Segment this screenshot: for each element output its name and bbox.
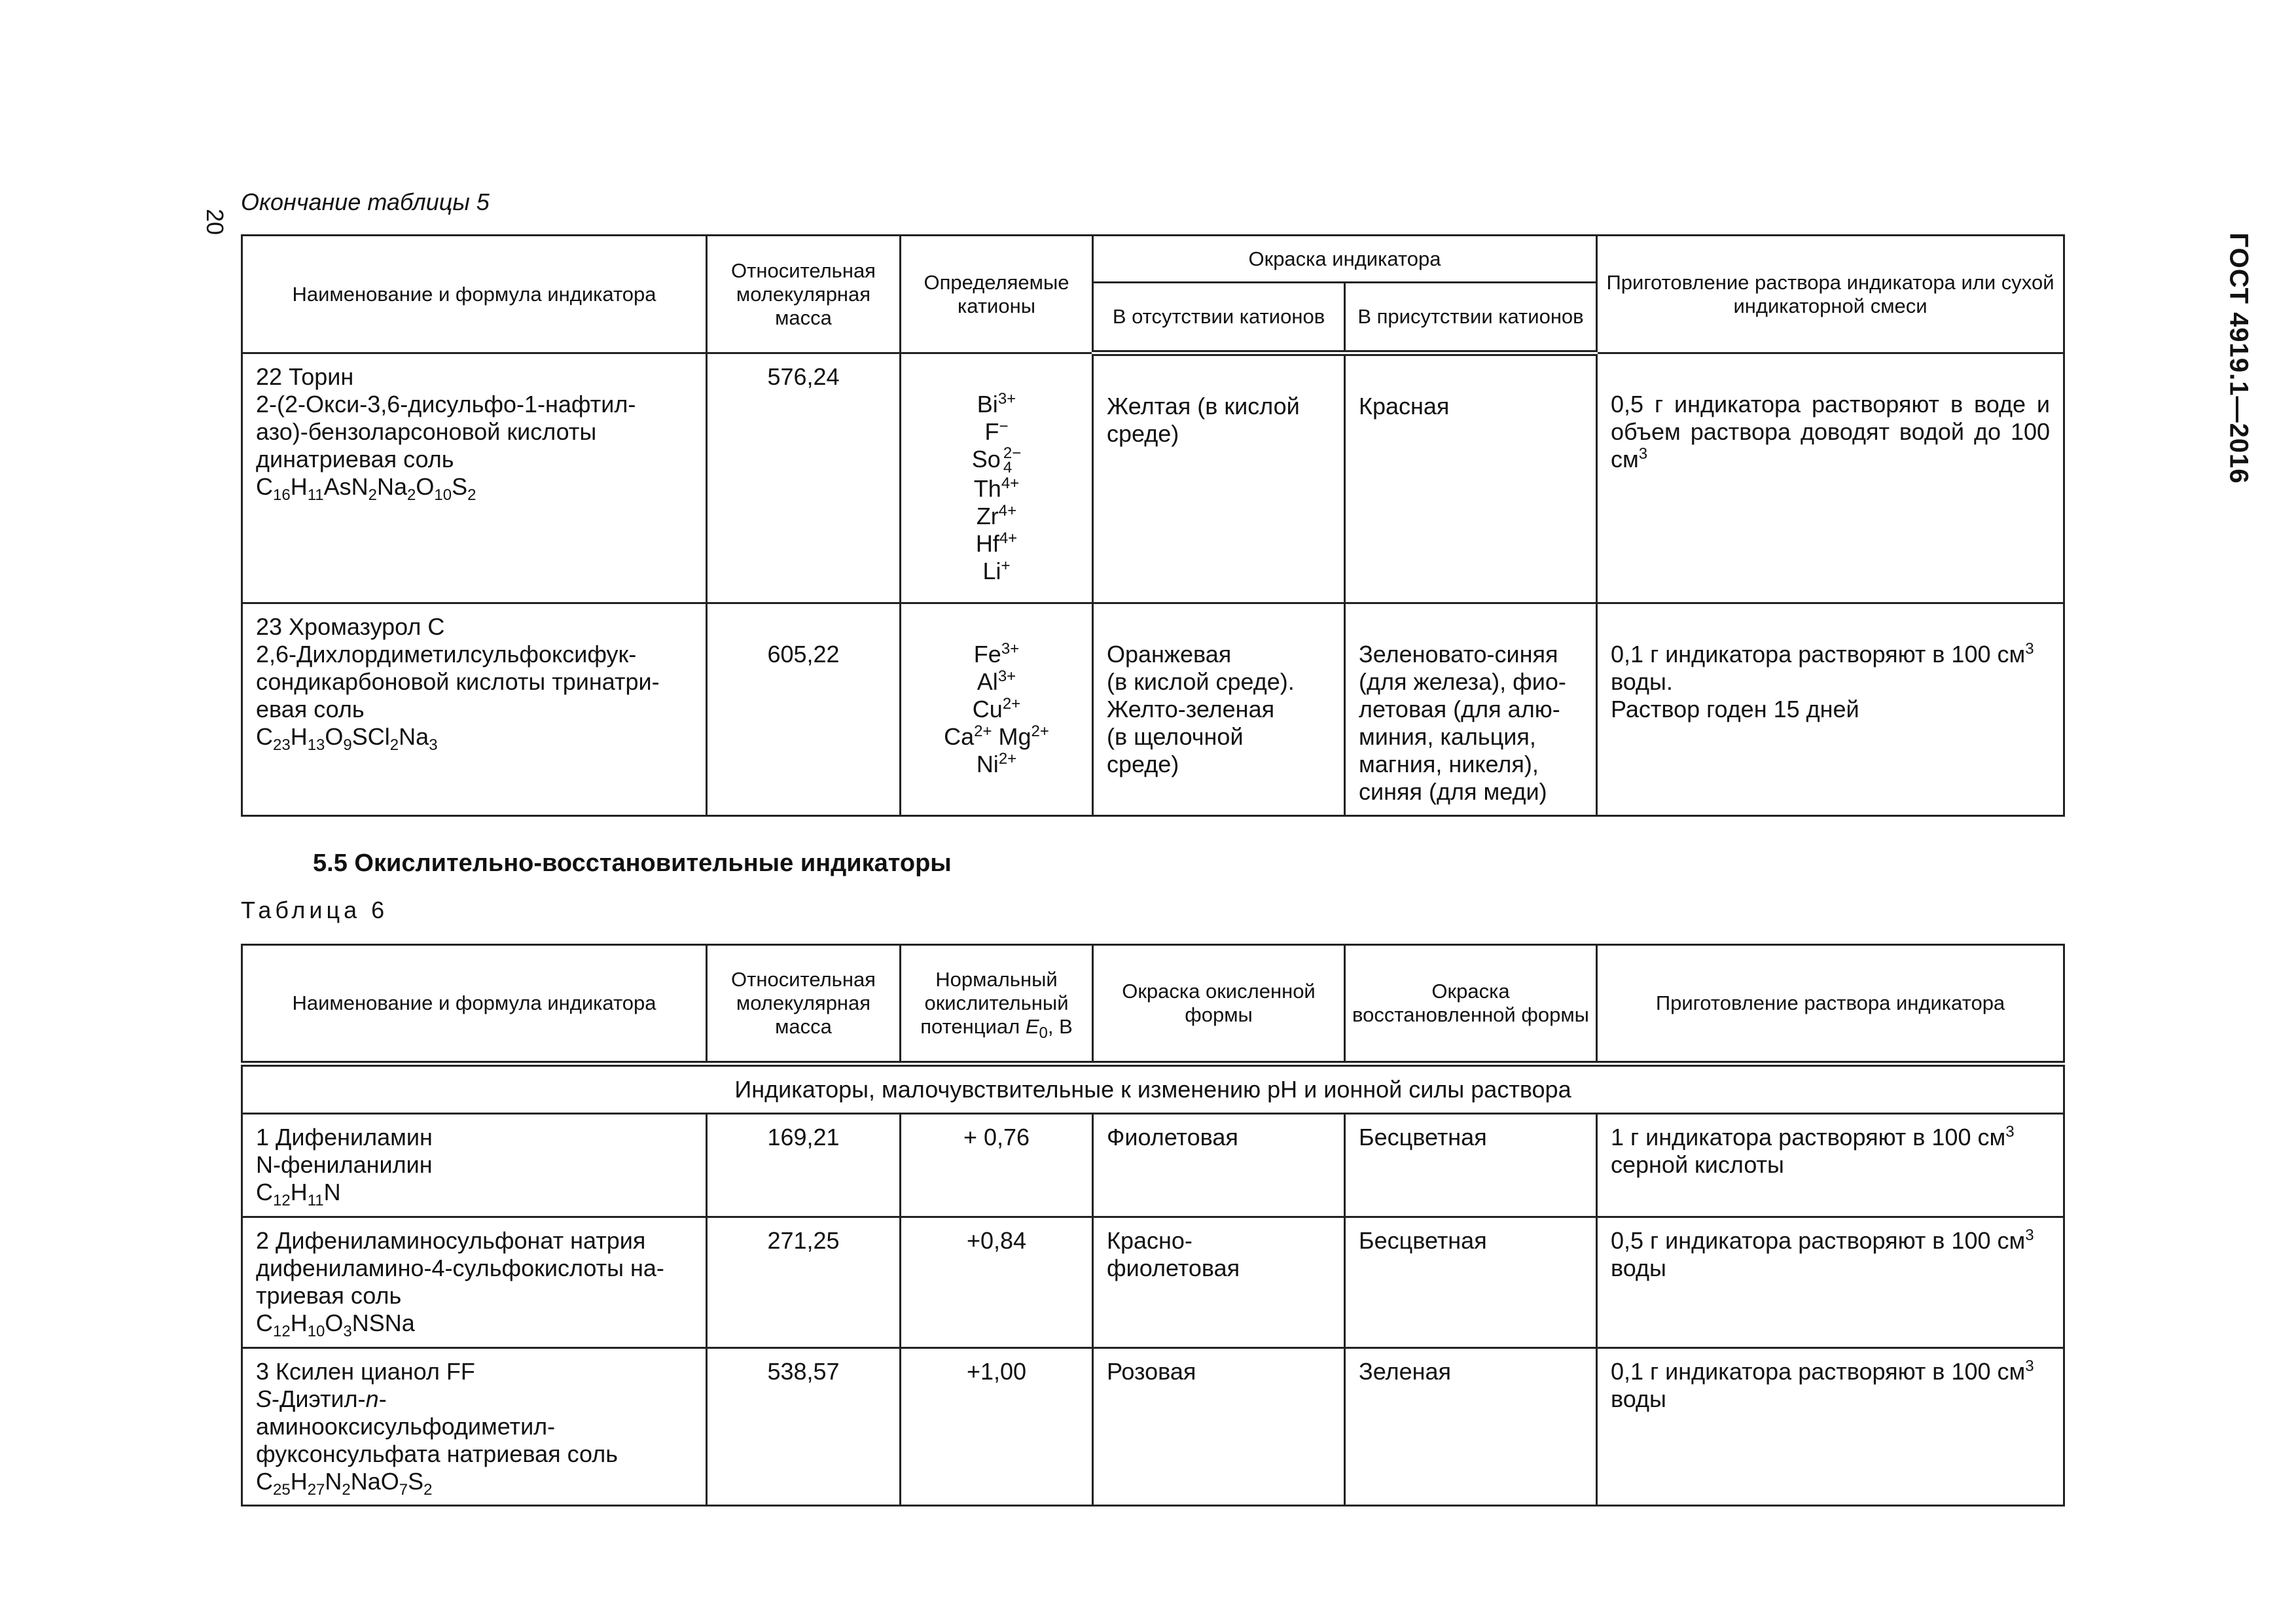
color-present-line: магния, никеля),	[1359, 751, 1539, 777]
cation: $Ni^{2+}$	[976, 750, 1017, 777]
header-oxidized-color: Окраска окисленной формы	[1093, 945, 1345, 1064]
table-row	[242, 603, 2064, 816]
header-color-absent: В отсутствии катионов	[1093, 283, 1345, 353]
color-absent-cell	[1093, 353, 1345, 603]
header-potential: Нормальный окислительный потенциал $E_0$, В	[901, 945, 1093, 1064]
table-row	[242, 1217, 2064, 1348]
indicator-name-line: 1 Дифениламин	[256, 1124, 433, 1150]
cation: $Hf^{4+}$	[975, 529, 1018, 558]
indicator-name-line: 23 Хромазурол С	[256, 613, 445, 640]
indicator-name-line: аминооксисульфодиметил-	[256, 1413, 556, 1440]
indicator-name-line: 2 Дифениламиносульфонат натрия	[256, 1227, 646, 1254]
color-present-cell	[1345, 353, 1597, 603]
oxidized-color-line: Красно-	[1107, 1227, 1193, 1254]
indicator-name-line: азо)-бензоларсоновой кислоты	[256, 418, 597, 445]
preparation-line: серной кислоты	[1611, 1151, 1784, 1178]
indicator-name-line: дифениламино-4-сульфокислоты на-	[256, 1255, 664, 1281]
preparation-line: воды	[1611, 1255, 1666, 1281]
molecular-mass: 576,24	[707, 353, 901, 603]
header-mass: Относительная молекулярная масса	[707, 945, 901, 1064]
chemical-formula: $C_{25}H_{27}N_2NaO_7S_2$	[256, 1468, 433, 1499]
color-absent-line: (в щелочной	[1107, 723, 1244, 750]
indicator-name-line: 22 Торин	[256, 363, 354, 390]
color-absent-line: (в кислой среде).	[1107, 668, 1295, 695]
chemical-formula: $C_{12}H_{10}O_3NSNa$	[256, 1310, 415, 1341]
header-preparation: Приготовление раствора индикатора	[1597, 945, 2064, 1064]
preparation-cell	[1597, 1348, 2064, 1506]
table-row	[242, 1114, 2064, 1217]
oxidized-color	[1093, 1217, 1345, 1348]
header-preparation: Приготовление раствора индикатора или сухой индикаторной смеси	[1597, 236, 2064, 353]
preparation-cell	[1597, 1114, 2064, 1217]
anion: So 2− 4	[971, 444, 1022, 477]
color-present-text: Красная	[1359, 393, 1450, 419]
table5-continuation-caption: Окончание таблицы 5	[241, 188, 490, 215]
preparation-line: Раствор годен 15 дней	[1611, 696, 1859, 722]
header-name: Наименование и формула индикатора	[242, 236, 707, 353]
indicator-name-line: 2,6-Дихлордиметилсульфоксифук-	[256, 641, 637, 668]
oxidized-color: Фиолетовая	[1093, 1114, 1345, 1217]
preparation-cell	[1597, 603, 2064, 816]
cations-cell	[901, 353, 1093, 603]
indicator-name-line: евая соль	[256, 696, 365, 722]
cation: $Th^{4+}$	[973, 474, 1020, 503]
header-color-present: В присутствии катионов	[1345, 283, 1597, 353]
cation: $Cu^{2+}$	[972, 695, 1021, 722]
group-title: Индикаторы, малочувствительные к изменению рН и ионной силы раствора	[242, 1064, 2064, 1114]
cation: $Fe^{3+}$	[973, 640, 1020, 668]
page-number: 20	[202, 208, 228, 236]
preparation-line: 0,1 г индикатора растворяют в 100 $см^3$	[1611, 640, 2034, 668]
reduced-color: Зеленая	[1345, 1348, 1597, 1506]
color-absent-line: среде)	[1107, 751, 1179, 777]
document-code: ГОСТ 4919.1—2016	[2224, 232, 2253, 484]
color-present-line: миния, кальция,	[1359, 723, 1536, 750]
section-title: 5.5 Окислительно-восстановительные индикаторы	[313, 849, 952, 877]
color-present-line: Зеленовато-синяя	[1359, 641, 1558, 668]
table-row	[242, 353, 2064, 603]
cation: $Ca^{2+}$ $Mg^{2+}$	[944, 722, 1049, 750]
indicator-name-line: фуксонсульфата натриевая соль	[256, 1440, 618, 1467]
preparation-cell	[1597, 1217, 2064, 1348]
molecular-mass: 538,57	[707, 1348, 901, 1506]
indicator-name-line: триевая соль	[256, 1282, 402, 1309]
redox-potential: + 0,76	[901, 1114, 1093, 1217]
preparation-line: воды	[1611, 1385, 1666, 1412]
color-present-line: (для железа), фио-	[1359, 668, 1566, 695]
indicator-name-line: 2-(2-Окси-3,6-дисульфо-1-нафтил-	[256, 391, 636, 418]
indicator-name-cell	[242, 1217, 707, 1348]
table-6	[241, 944, 2065, 1507]
molecular-mass: 169,21	[707, 1114, 901, 1217]
reduced-color: Бесцветная	[1345, 1217, 1597, 1348]
indicator-name-cell	[242, 1348, 707, 1506]
color-absent-cell	[1093, 603, 1345, 816]
redox-potential: +1,00	[901, 1348, 1093, 1506]
chemical-formula: $C_{23}H_{13}O_9SCl_2Na_3$	[256, 723, 438, 755]
color-absent-line: Оранжевая	[1107, 641, 1232, 668]
oxidized-color: Розовая	[1093, 1348, 1345, 1506]
color-present-line: летовая (для алю-	[1359, 696, 1560, 722]
indicator-name-cell	[242, 353, 707, 603]
cation: $Bi^{3+}$	[977, 390, 1016, 418]
reduced-color: Бесцветная	[1345, 1114, 1597, 1217]
cation: Li+	[982, 557, 1011, 585]
chemical-formula: $C_{12}H_{11}N$	[256, 1179, 341, 1210]
indicator-name-line: сондикарбоновой кислоты тринатри-	[256, 668, 660, 695]
table6-label: Таблица 6	[241, 897, 389, 923]
preparation-line: воды.	[1611, 668, 1673, 695]
molecular-mass: 271,25	[707, 1217, 901, 1348]
color-absent-line: Желто-зеленая	[1107, 696, 1275, 722]
preparation-cell: 0,5 г индикатора растворяют в воде и объем раствора доводят водой до 100 $см^3$	[1597, 353, 2064, 603]
redox-potential: +0,84	[901, 1217, 1093, 1348]
color-absent-text: Желтая (в кислой среде)	[1107, 393, 1300, 447]
chemical-formula: $C_{16}H_{11}AsN_2Na_2O_{10}S_2$	[256, 473, 476, 505]
table-5	[241, 234, 2065, 817]
preparation-line: 0,1 г индикатора растворяют в 100 $см^3$	[1611, 1357, 2034, 1385]
indicator-name-line: 3 Ксилен цианол FF	[256, 1358, 475, 1385]
table-row	[242, 1348, 2064, 1506]
preparation-line: 0,5 г индикатора растворяют в 100 $см^3$	[1611, 1226, 2034, 1254]
header-indicator-color: Окраска индикатора	[1093, 236, 1597, 283]
header-mass: Относительная молекулярная масса	[707, 236, 901, 353]
oxidized-color-line: фиолетовая	[1107, 1255, 1240, 1281]
preparation-line: 1 г индикатора растворяют в 100 $см^3$	[1611, 1123, 2015, 1150]
indicator-name-line: динатриевая соль	[256, 446, 454, 473]
cation: $Zr^{4+}$	[976, 502, 1017, 530]
indicator-name-cell	[242, 1114, 707, 1217]
header-cations: Определяемые катионы	[901, 236, 1093, 353]
anion: F−	[984, 418, 1009, 445]
molecular-mass: 605,22	[707, 603, 901, 816]
color-present-line: синяя (для меди)	[1359, 778, 1547, 805]
cations-cell	[901, 603, 1093, 816]
indicator-name-line: S-Диэтил-n-	[256, 1385, 387, 1412]
indicator-name-cell	[242, 603, 707, 816]
header-name: Наименование и формула индикатора	[242, 945, 707, 1064]
indicator-name-line: N-фениланилин	[256, 1151, 433, 1178]
header-reduced-color: Окраска восстановленной формы	[1345, 945, 1597, 1064]
color-present-cell	[1345, 603, 1597, 816]
cation: $Al^{3+}$	[977, 668, 1016, 695]
